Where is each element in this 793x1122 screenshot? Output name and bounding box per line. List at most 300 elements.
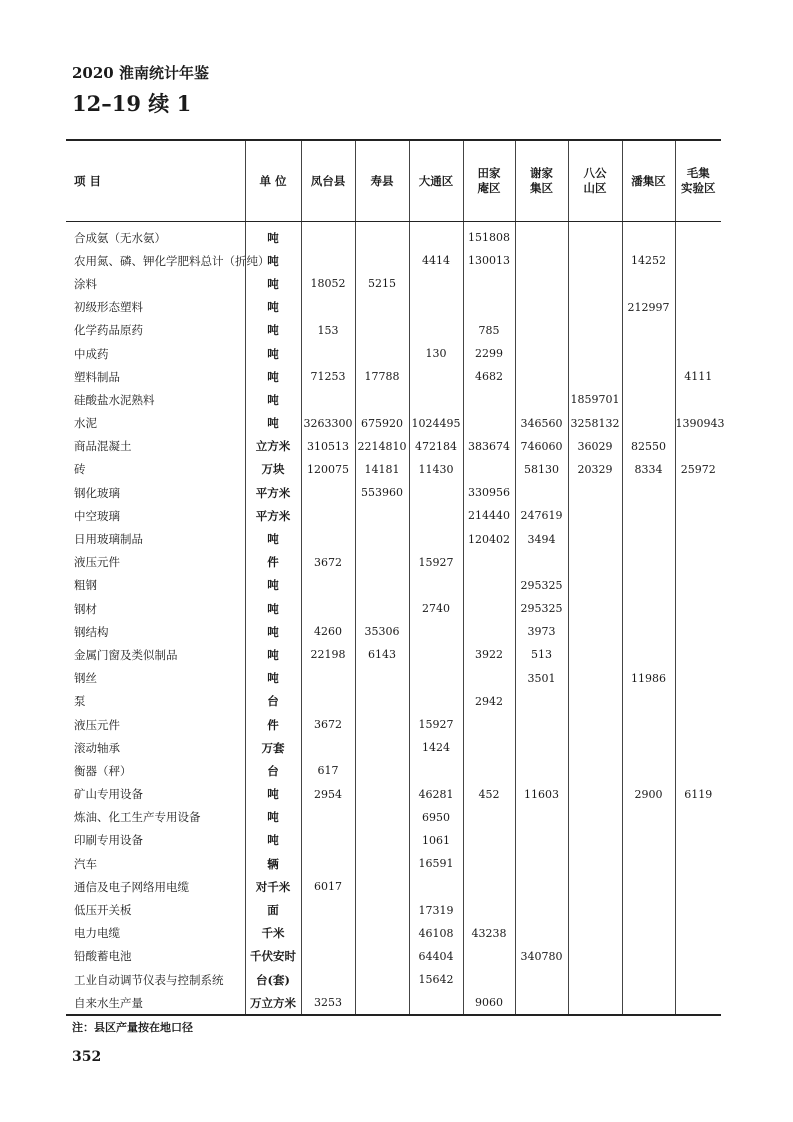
value-cell xyxy=(622,829,675,852)
value-cell xyxy=(622,388,675,411)
column-header: 大通区 xyxy=(409,140,463,222)
value-cell xyxy=(301,222,355,250)
value-cell xyxy=(355,388,409,411)
value-cell: 153 xyxy=(301,319,355,342)
value-cell xyxy=(355,319,409,342)
value-cell xyxy=(301,504,355,527)
value-cell xyxy=(622,551,675,574)
value-cell xyxy=(355,574,409,597)
unit-cell: 台(套) xyxy=(245,968,301,991)
value-cell xyxy=(568,898,622,921)
item-cell: 电力电缆 xyxy=(74,926,120,941)
value-cell xyxy=(409,504,463,527)
value-cell: 3501 xyxy=(515,667,568,690)
item-cell: 泵 xyxy=(74,694,86,709)
value-cell xyxy=(622,319,675,342)
value-cell xyxy=(463,574,515,597)
table-row xyxy=(66,458,721,481)
value-cell xyxy=(301,388,355,411)
value-cell xyxy=(515,922,568,945)
value-cell xyxy=(355,898,409,921)
column-header: 潘集区 xyxy=(622,140,675,222)
value-cell xyxy=(301,342,355,365)
table-row xyxy=(66,667,721,690)
table-header-row xyxy=(66,140,721,222)
value-cell xyxy=(409,667,463,690)
value-cell: 20329 xyxy=(568,458,622,481)
value-cell xyxy=(675,551,721,574)
item-cell: 铅酸蓄电池 xyxy=(74,949,132,964)
value-cell xyxy=(568,620,622,643)
value-cell xyxy=(355,551,409,574)
value-cell xyxy=(675,527,721,550)
value-cell: 36029 xyxy=(568,435,622,458)
value-cell: 6119 xyxy=(675,783,721,806)
value-cell xyxy=(675,875,721,898)
value-cell xyxy=(568,875,622,898)
unit-cell: 吨 xyxy=(245,222,301,250)
value-cell xyxy=(515,222,568,250)
value-cell xyxy=(568,597,622,620)
table-row xyxy=(66,713,721,736)
value-cell: 82550 xyxy=(622,435,675,458)
value-cell xyxy=(515,991,568,1015)
table-row xyxy=(66,388,721,411)
table-row xyxy=(66,296,721,319)
table-row xyxy=(66,806,721,829)
table-row xyxy=(66,922,721,945)
unit-cell: 吨 xyxy=(245,342,301,365)
value-cell xyxy=(622,272,675,295)
book-title: 2020 淮南统计年鉴 xyxy=(72,64,209,82)
table-row xyxy=(66,945,721,968)
value-cell xyxy=(675,968,721,991)
value-cell xyxy=(515,319,568,342)
value-cell xyxy=(409,319,463,342)
value-cell xyxy=(675,342,721,365)
value-cell: 120075 xyxy=(301,458,355,481)
value-cell: 295325 xyxy=(515,597,568,620)
value-cell xyxy=(301,249,355,272)
item-cell: 滚动轴承 xyxy=(74,740,120,755)
value-cell xyxy=(463,806,515,829)
table-row xyxy=(66,690,721,713)
value-cell: 2214810 xyxy=(355,435,409,458)
value-cell xyxy=(568,667,622,690)
value-cell xyxy=(622,365,675,388)
value-cell xyxy=(515,272,568,295)
unit-cell: 平方米 xyxy=(245,481,301,504)
column-header: 毛集 实验区 xyxy=(675,140,721,222)
table-row xyxy=(66,222,721,250)
unit-cell: 台 xyxy=(245,690,301,713)
value-cell xyxy=(568,504,622,527)
table-title: 12–19 续 1 xyxy=(72,91,192,116)
value-cell xyxy=(622,412,675,435)
value-cell xyxy=(622,620,675,643)
table-row xyxy=(66,527,721,550)
value-cell: 15927 xyxy=(409,713,463,736)
value-cell xyxy=(463,945,515,968)
value-cell: 746060 xyxy=(515,435,568,458)
value-cell: 675920 xyxy=(355,412,409,435)
value-cell xyxy=(301,481,355,504)
value-cell: 4260 xyxy=(301,620,355,643)
value-cell xyxy=(409,527,463,550)
value-cell xyxy=(463,713,515,736)
value-cell: 9060 xyxy=(463,991,515,1015)
value-cell: 11430 xyxy=(409,458,463,481)
value-cell xyxy=(568,736,622,759)
value-cell xyxy=(515,829,568,852)
value-cell: 18052 xyxy=(301,272,355,295)
value-cell xyxy=(568,365,622,388)
value-cell xyxy=(301,806,355,829)
value-cell xyxy=(675,667,721,690)
value-cell xyxy=(675,597,721,620)
item-cell: 液压元件 xyxy=(74,555,120,570)
table-row xyxy=(66,643,721,666)
statistics-table xyxy=(66,139,725,1016)
unit-cell: 万块 xyxy=(245,458,301,481)
value-cell xyxy=(355,342,409,365)
value-cell: 212997 xyxy=(622,296,675,319)
value-cell xyxy=(515,898,568,921)
column-header: 项 目 xyxy=(66,140,245,222)
table-row xyxy=(66,435,721,458)
value-cell xyxy=(622,527,675,550)
unit-cell: 吨 xyxy=(245,296,301,319)
value-cell: 17319 xyxy=(409,898,463,921)
value-cell xyxy=(515,806,568,829)
value-cell: 1859701 xyxy=(568,388,622,411)
table-row xyxy=(66,829,721,852)
table-row xyxy=(66,968,721,991)
table-row xyxy=(66,759,721,782)
value-cell xyxy=(463,458,515,481)
value-cell xyxy=(568,968,622,991)
value-cell xyxy=(622,597,675,620)
value-cell: 16591 xyxy=(409,852,463,875)
item-cell: 农用氮、磷、钾化学肥料总计（折纯） xyxy=(74,253,270,268)
value-cell xyxy=(675,898,721,921)
value-cell xyxy=(568,222,622,250)
table-row xyxy=(66,249,721,272)
value-cell: 4682 xyxy=(463,365,515,388)
unit-cell: 吨 xyxy=(245,388,301,411)
value-cell: 785 xyxy=(463,319,515,342)
table-row xyxy=(66,736,721,759)
unit-cell: 吨 xyxy=(245,620,301,643)
item-cell: 水泥 xyxy=(74,416,97,431)
value-cell xyxy=(675,829,721,852)
value-cell xyxy=(568,945,622,968)
item-cell: 自来水生产量 xyxy=(66,991,245,1015)
value-cell: 340780 xyxy=(515,945,568,968)
value-cell xyxy=(355,783,409,806)
value-cell xyxy=(463,620,515,643)
value-cell xyxy=(675,435,721,458)
value-cell xyxy=(463,597,515,620)
table-row xyxy=(66,783,721,806)
item-cell: 合成氨（无水氨） xyxy=(74,230,166,245)
value-cell xyxy=(355,504,409,527)
item-cell: 汽车 xyxy=(74,856,97,871)
value-cell: 295325 xyxy=(515,574,568,597)
unit-cell: 吨 xyxy=(245,272,301,295)
table-row xyxy=(66,597,721,620)
column-header: 凤台县 xyxy=(301,140,355,222)
value-cell xyxy=(355,829,409,852)
table-row xyxy=(66,620,721,643)
value-cell xyxy=(568,690,622,713)
value-cell: 25972 xyxy=(675,458,721,481)
value-cell: 3672 xyxy=(301,713,355,736)
column-header: 谢家 集区 xyxy=(515,140,568,222)
value-cell xyxy=(301,736,355,759)
table-row xyxy=(66,342,721,365)
value-cell: 15642 xyxy=(409,968,463,991)
table-row xyxy=(66,852,721,875)
value-cell xyxy=(409,296,463,319)
value-cell xyxy=(409,481,463,504)
value-cell xyxy=(355,759,409,782)
item-cell: 钢化玻璃 xyxy=(74,485,120,500)
table-row xyxy=(66,551,721,574)
value-cell xyxy=(622,875,675,898)
value-cell: 130 xyxy=(409,342,463,365)
item-cell: 中成药 xyxy=(74,346,109,361)
value-cell xyxy=(301,690,355,713)
value-cell xyxy=(515,342,568,365)
value-cell: 4414 xyxy=(409,249,463,272)
value-cell xyxy=(622,574,675,597)
value-cell: 2942 xyxy=(463,690,515,713)
value-cell xyxy=(463,667,515,690)
value-cell: 22198 xyxy=(301,643,355,666)
table-row xyxy=(66,272,721,295)
value-cell: 6143 xyxy=(355,643,409,666)
value-cell xyxy=(355,852,409,875)
column-header: 八公 山区 xyxy=(568,140,622,222)
unit-cell: 吨 xyxy=(245,319,301,342)
value-cell xyxy=(675,388,721,411)
value-cell: 6950 xyxy=(409,806,463,829)
value-cell xyxy=(409,574,463,597)
unit-cell: 平方米 xyxy=(245,504,301,527)
value-cell: 4111 xyxy=(675,365,721,388)
unit-cell: 吨 xyxy=(245,597,301,620)
value-cell xyxy=(515,249,568,272)
item-cell: 日用玻璃制品 xyxy=(74,532,143,547)
value-cell: 3922 xyxy=(463,643,515,666)
value-cell xyxy=(301,296,355,319)
value-cell xyxy=(622,759,675,782)
item-cell: 炼油、化工生产专用设备 xyxy=(74,810,201,825)
value-cell: 330956 xyxy=(463,481,515,504)
value-cell xyxy=(355,991,409,1015)
value-cell xyxy=(622,945,675,968)
value-cell xyxy=(568,527,622,550)
unit-cell: 吨 xyxy=(245,783,301,806)
value-cell: 130013 xyxy=(463,249,515,272)
value-cell xyxy=(409,620,463,643)
value-cell xyxy=(463,829,515,852)
value-cell xyxy=(568,272,622,295)
value-cell xyxy=(675,922,721,945)
value-cell xyxy=(675,736,721,759)
value-cell xyxy=(622,736,675,759)
item-cell: 塑料制品 xyxy=(74,369,120,384)
table-row xyxy=(66,412,721,435)
value-cell xyxy=(463,852,515,875)
value-cell xyxy=(301,852,355,875)
value-cell xyxy=(568,574,622,597)
value-cell xyxy=(355,968,409,991)
item-cell: 矿山专用设备 xyxy=(74,787,143,802)
value-cell xyxy=(463,875,515,898)
value-cell xyxy=(409,272,463,295)
unit-cell: 千米 xyxy=(245,922,301,945)
unit-cell: 吨 xyxy=(245,829,301,852)
value-cell xyxy=(355,806,409,829)
value-cell xyxy=(301,922,355,945)
value-cell xyxy=(622,968,675,991)
value-cell: 247619 xyxy=(515,504,568,527)
value-cell xyxy=(675,574,721,597)
page-number: 352 xyxy=(72,1049,102,1065)
table-row xyxy=(66,481,721,504)
value-cell: 310513 xyxy=(301,435,355,458)
value-cell xyxy=(675,296,721,319)
value-cell: 553960 xyxy=(355,481,409,504)
value-cell: 2954 xyxy=(301,783,355,806)
value-cell: 64404 xyxy=(409,945,463,968)
value-cell xyxy=(675,620,721,643)
value-cell xyxy=(568,759,622,782)
value-cell: 15927 xyxy=(409,551,463,574)
value-cell xyxy=(675,852,721,875)
value-cell xyxy=(675,222,721,250)
value-cell xyxy=(675,759,721,782)
item-cell: 中空玻璃 xyxy=(74,508,120,523)
value-cell: 214440 xyxy=(463,504,515,527)
value-cell: 617 xyxy=(301,759,355,782)
value-cell xyxy=(301,945,355,968)
value-cell xyxy=(355,945,409,968)
value-cell xyxy=(675,945,721,968)
unit-cell: 对千米 xyxy=(245,875,301,898)
value-cell xyxy=(515,713,568,736)
value-cell xyxy=(301,667,355,690)
value-cell xyxy=(568,783,622,806)
value-cell xyxy=(409,690,463,713)
value-cell xyxy=(301,597,355,620)
value-cell: 3253 xyxy=(301,991,355,1015)
value-cell: 2900 xyxy=(622,783,675,806)
value-cell xyxy=(355,713,409,736)
value-cell xyxy=(515,388,568,411)
table-row xyxy=(66,875,721,898)
value-cell xyxy=(301,829,355,852)
value-cell: 46281 xyxy=(409,783,463,806)
unit-cell: 件 xyxy=(245,713,301,736)
item-cell: 初级形态塑料 xyxy=(74,300,143,315)
value-cell xyxy=(355,222,409,250)
value-cell xyxy=(515,690,568,713)
unit-cell: 千伏安时 xyxy=(245,945,301,968)
value-cell xyxy=(409,759,463,782)
unit-cell: 台 xyxy=(245,759,301,782)
value-cell xyxy=(568,829,622,852)
value-cell xyxy=(355,922,409,945)
item-cell: 砖 xyxy=(74,462,86,477)
table-row xyxy=(66,574,721,597)
column-header: 田家 庵区 xyxy=(463,140,515,222)
value-cell: 6017 xyxy=(301,875,355,898)
table-row xyxy=(66,991,721,1015)
item-cell: 粗钢 xyxy=(74,578,97,593)
value-cell: 151808 xyxy=(463,222,515,250)
table-row xyxy=(66,504,721,527)
value-cell xyxy=(301,968,355,991)
item-cell: 金属门窗及类似制品 xyxy=(74,647,178,662)
value-cell xyxy=(568,481,622,504)
value-cell xyxy=(568,319,622,342)
value-cell: 3494 xyxy=(515,527,568,550)
value-cell xyxy=(463,898,515,921)
value-cell xyxy=(409,365,463,388)
value-cell xyxy=(568,342,622,365)
value-cell xyxy=(463,296,515,319)
unit-cell: 吨 xyxy=(245,249,301,272)
value-cell xyxy=(515,551,568,574)
value-cell xyxy=(568,296,622,319)
value-cell xyxy=(355,875,409,898)
unit-cell: 吨 xyxy=(245,574,301,597)
value-cell: 3672 xyxy=(301,551,355,574)
unit-cell: 立方米 xyxy=(245,435,301,458)
item-cell: 衡器（秤） xyxy=(74,763,132,778)
unit-cell: 辆 xyxy=(245,852,301,875)
footnote: 注：县区产量按在地口径 xyxy=(72,1021,193,1034)
value-cell xyxy=(675,713,721,736)
value-cell xyxy=(622,342,675,365)
value-cell xyxy=(409,643,463,666)
value-cell: 1061 xyxy=(409,829,463,852)
value-cell: 3973 xyxy=(515,620,568,643)
value-cell: 452 xyxy=(463,783,515,806)
item-cell: 通信及电子网络用电缆 xyxy=(74,879,189,894)
item-cell: 液压元件 xyxy=(74,717,120,732)
column-header: 单 位 xyxy=(245,140,301,222)
value-cell: 11986 xyxy=(622,667,675,690)
value-cell xyxy=(515,852,568,875)
value-cell: 5215 xyxy=(355,272,409,295)
item-cell: 化学药品原药 xyxy=(74,323,143,338)
item-cell: 商品混凝土 xyxy=(74,439,132,454)
table-row xyxy=(66,365,721,388)
value-cell xyxy=(622,991,675,1015)
value-cell xyxy=(568,643,622,666)
value-cell xyxy=(301,527,355,550)
value-cell xyxy=(568,713,622,736)
value-cell xyxy=(675,690,721,713)
value-cell xyxy=(515,759,568,782)
value-cell xyxy=(622,690,675,713)
value-cell xyxy=(568,806,622,829)
unit-cell: 吨 xyxy=(245,412,301,435)
